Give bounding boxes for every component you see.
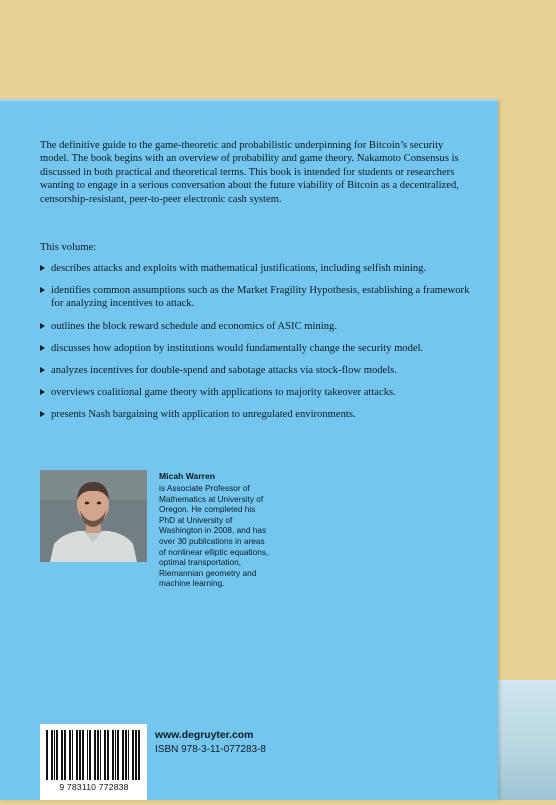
list-item-text: discusses how adoption by institutions would fundamentally change the security model. (51, 342, 424, 354)
barcode-bar (61, 730, 63, 780)
volume-feature-list (40, 262, 470, 431)
triangle-bullet-icon (40, 287, 45, 293)
barcode-bar (115, 730, 116, 780)
cover-top-edge (0, 99, 498, 101)
triangle-bullet-icon (40, 323, 45, 329)
list-item-text: overviews coalitional game theory with applications to majority takeover attacks. (51, 387, 396, 399)
barcode-bar (117, 730, 119, 780)
list-item-text: analyzes incentives for double-spend and sabotage attacks via stock-flow models. (51, 365, 397, 377)
barcode-bar (132, 730, 134, 780)
triangle-bullet-icon (40, 411, 45, 417)
author-name: Micah Warren (159, 471, 216, 481)
isbn-number: ISBN 978-3-11-077283-8 (155, 744, 266, 755)
barcode-bar (104, 730, 106, 780)
barcode-bar (135, 730, 137, 780)
triangle-bullet-icon (40, 389, 45, 395)
barcode-bar (87, 730, 88, 780)
barcode-bar (46, 730, 48, 780)
list-item (40, 262, 470, 275)
list-item (40, 320, 470, 333)
list-item (40, 408, 470, 421)
barcode-bar (76, 730, 78, 780)
volume-intro-label: This volume: (40, 242, 97, 253)
barcode-bar (89, 730, 91, 780)
triangle-bullet-icon (40, 345, 45, 351)
barcode-bar (138, 730, 140, 780)
barcode-bar (100, 730, 101, 780)
background-corner-shade (498, 680, 556, 800)
barcode-bar (125, 730, 127, 780)
barcode-bar (94, 730, 96, 780)
barcode-bar (82, 730, 84, 780)
publisher-website: www.degruyter.com (155, 730, 254, 741)
barcode-bar (64, 730, 66, 780)
barcode-bar (97, 730, 99, 780)
barcode-bar (107, 730, 109, 780)
barcode-bar (112, 730, 114, 780)
triangle-bullet-icon (40, 367, 45, 373)
list-item (40, 342, 470, 355)
list-item-text: outlines the block reward schedule and economics of ASIC mining. (51, 320, 337, 332)
book-description: The definitive guide to the game-theoretic and probabilistic underpinning for Bitcoin’s security model. The book begins with an overview of probability and game theory. Nakamoto Consensus is discussed in both practical and theoretical terms. This book is intended for students or researchers wanting to engage in a serious conversation about the future viability of Bitcoin as a decentralized, censorship-resistant, peer-to-peer electronic cash system. (40, 140, 459, 205)
barcode-bar (56, 730, 58, 780)
list-item (40, 364, 470, 377)
barcode-bar (122, 730, 124, 780)
barcode-bar (51, 730, 53, 780)
list-item-text: describes attacks and exploits with mathematical justifications, including selfish mining. (51, 263, 427, 274)
list-item-text: identifies common assumptions such as the Market Fragility Hypothesis, establishing a framework for analyzing incentives to attack. (51, 285, 470, 310)
barcode-bar (54, 730, 55, 780)
list-item (40, 386, 470, 399)
barcode-bar (69, 730, 71, 780)
barcode-bar (128, 730, 129, 780)
list-item (40, 284, 470, 310)
barcode-digits: 9 783110 772838 (59, 782, 129, 792)
author-bio: is Associate Professor of Mathematics at University of Oregon. He completed his PhD at University of Washington in 2008, and has over 30 publications in areas of nonlinear elliptic equations, optimal transportation, Riemannian geometry and machine learning. (159, 483, 269, 589)
barcode-bar (72, 730, 73, 780)
barcode-bar (79, 730, 81, 780)
list-item-text: presents Nash bargaining with application to unregulated environments. (51, 409, 356, 421)
author-portrait-icon (40, 470, 147, 562)
triangle-bullet-icon (40, 265, 45, 271)
author-photo (40, 470, 147, 562)
